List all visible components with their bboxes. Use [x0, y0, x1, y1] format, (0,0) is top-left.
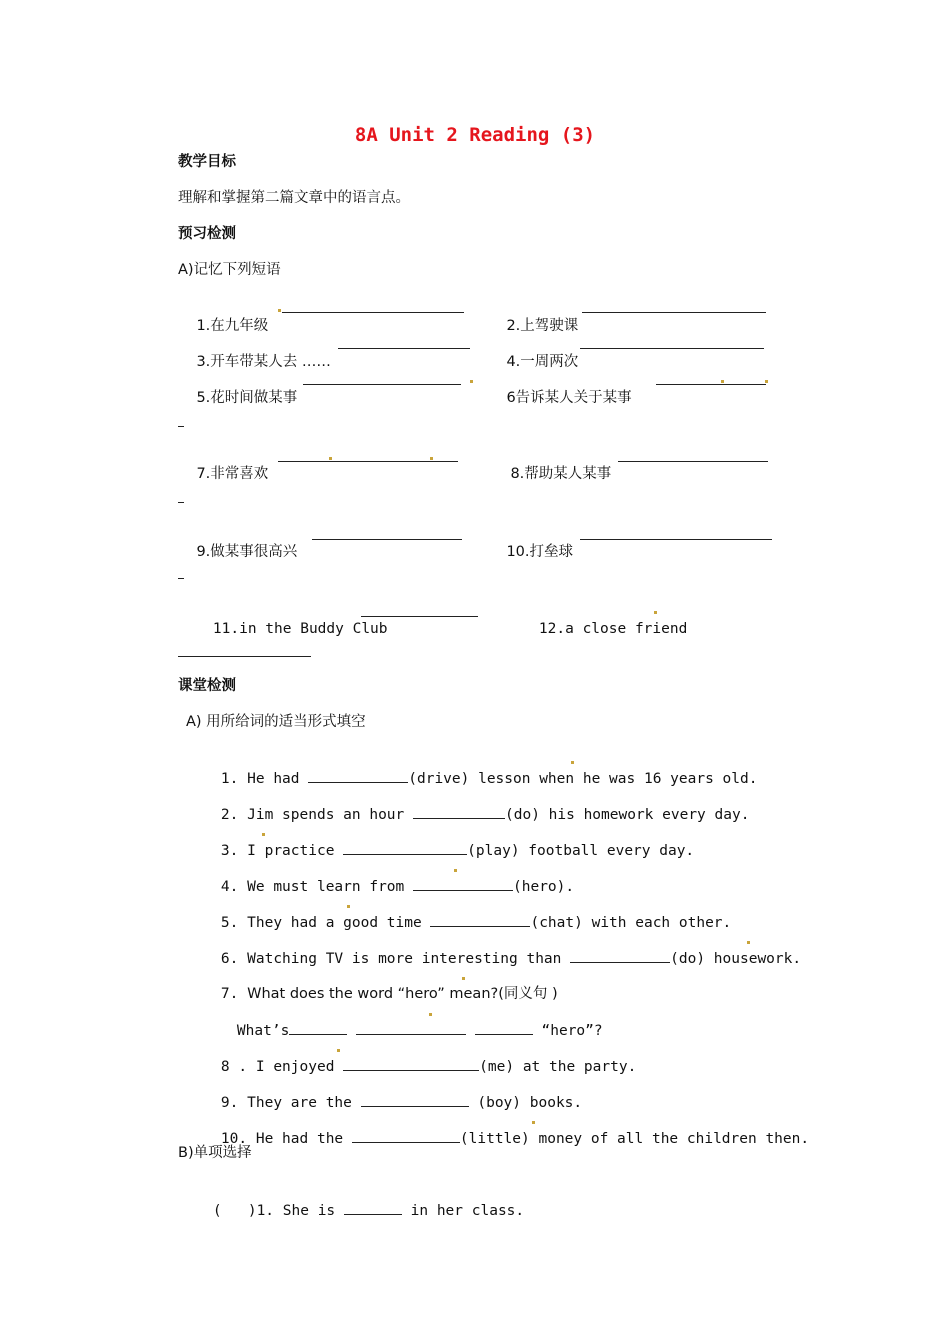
phrase-label: 12.a close friend: [538, 621, 688, 637]
preview-heading: 预习检测: [178, 226, 236, 242]
answer-blank[interactable]: [656, 384, 766, 385]
choice-question-1: [178, 1180, 524, 1241]
question-text: “hero”?: [541, 1023, 603, 1039]
wrap-dash: [178, 578, 184, 579]
answer-blank[interactable]: [475, 1020, 533, 1035]
phrase-label: 8.帮助某人某事: [510, 466, 612, 482]
answer-blank[interactable]: [618, 461, 768, 462]
phrase-item: [178, 368, 297, 428]
decor-dot: [747, 941, 750, 944]
phrase-item: [488, 522, 573, 582]
decor-dot: [721, 380, 724, 383]
answer-blank[interactable]: [308, 768, 408, 783]
question-text: housework.: [713, 951, 802, 967]
word-hint: (hero).: [513, 879, 575, 895]
question-number: 5.: [220, 915, 239, 931]
question-text: He had: [247, 771, 300, 787]
decor-dot: [462, 977, 465, 980]
question-text: his homework every day.: [548, 807, 750, 823]
question-number: 8 .: [220, 1059, 248, 1075]
question-text: at the party.: [522, 1059, 637, 1075]
classwork-section-a: A) 用所给词的适当形式填空: [186, 714, 366, 730]
question-number: 4.: [220, 879, 239, 895]
phrase-label: 5.花时间做某事: [196, 390, 298, 406]
answer-blank[interactable]: [303, 384, 461, 385]
answer-blank[interactable]: [343, 840, 467, 855]
question-number: 2.: [220, 807, 239, 823]
page-title: 8A Unit 2 Reading (3): [354, 124, 596, 146]
classwork-section-b: B)单项选择: [178, 1145, 252, 1161]
classwork-heading: 课堂检测: [178, 678, 236, 694]
question-number: 7.: [220, 986, 239, 1002]
question-text: They are the: [247, 1095, 352, 1111]
word-hint: (do): [505, 807, 540, 823]
phrase-item: [504, 599, 687, 659]
decor-dot: [278, 309, 281, 312]
question-text: They had a good time: [247, 915, 422, 931]
phrase-label: 1.在九年级: [196, 318, 269, 334]
objectives-heading: 教学目标: [178, 154, 236, 170]
word-hint: (boy): [477, 1095, 522, 1111]
question-number: 3.: [220, 843, 239, 859]
answer-blank[interactable]: [278, 461, 458, 462]
question-text: She is: [282, 1203, 336, 1219]
decor-dot: [429, 1013, 432, 1016]
question-text: We must learn from: [247, 879, 405, 895]
answer-blank[interactable]: [413, 804, 505, 819]
phrase-label: 9.做某事很高兴: [196, 544, 298, 560]
phrase-label: 3.开车带某人去 ……: [196, 354, 331, 370]
objectives-text: 理解和掌握第二篇文章中的语言点。: [178, 190, 410, 206]
answer-blank[interactable]: [582, 312, 766, 313]
decor-dot: [470, 380, 473, 383]
wrap-dash: [178, 502, 184, 503]
question-text: I enjoyed: [255, 1059, 335, 1075]
question-text: What does the word “hero” mean?(同义句 ): [247, 986, 558, 1002]
answer-blank[interactable]: [413, 876, 513, 891]
question-text: money of all the children then.: [538, 1131, 810, 1147]
question-number: 9.: [220, 1095, 239, 1111]
answer-blank[interactable]: [289, 1020, 347, 1035]
question-text: Jim spends an hour: [247, 807, 405, 823]
preview-section-a: A)记忆下列短语: [178, 262, 281, 278]
word-hint: (chat): [530, 915, 583, 931]
question-number: 6.: [220, 951, 239, 967]
question-text: He had the: [255, 1131, 344, 1147]
answer-blank[interactable]: [580, 539, 772, 540]
decor-dot: [329, 457, 332, 460]
question-text: books.: [529, 1095, 583, 1111]
word-hint: (little): [459, 1131, 530, 1147]
answer-blank[interactable]: [282, 312, 464, 313]
decor-dot: [532, 1121, 535, 1124]
phrase-label: 6告诉某人关于某事: [506, 390, 632, 406]
phrase-item: [488, 368, 632, 428]
answer-blank[interactable]: [430, 912, 530, 927]
phrase-label: 10.打垒球: [506, 544, 573, 560]
phrase-item: [178, 444, 268, 504]
phrase-item: [178, 599, 388, 659]
phrase-label: 7.非常喜欢: [196, 466, 269, 482]
question-text: What’s: [236, 1023, 290, 1039]
question-number: 10.: [220, 1131, 248, 1147]
answer-blank[interactable]: [178, 656, 311, 657]
phrase-label: 4.一周两次: [506, 354, 579, 370]
word-hint: (me): [479, 1059, 515, 1075]
word-hint: (play): [467, 843, 520, 859]
answer-blank[interactable]: [344, 1200, 402, 1215]
decor-dot: [654, 611, 657, 614]
decor-dot: [262, 833, 265, 836]
phrase-label: 2.上驾驶课: [506, 318, 579, 334]
answer-blank[interactable]: [343, 1056, 479, 1071]
answer-blank[interactable]: [352, 1128, 460, 1143]
answer-blank[interactable]: [570, 948, 670, 963]
answer-blank[interactable]: [361, 1092, 469, 1107]
answer-blank[interactable]: [580, 348, 764, 349]
decor-dot: [571, 761, 574, 764]
decor-dot: [337, 1049, 340, 1052]
question-10: [186, 1108, 809, 1169]
word-hint: (do): [670, 951, 706, 967]
question-text: with each other.: [591, 915, 732, 931]
answer-blank[interactable]: [338, 348, 470, 349]
question-text: I practice: [247, 843, 335, 859]
wrap-dash: [178, 426, 184, 427]
decor-dot: [430, 457, 433, 460]
phrase-item: [492, 444, 611, 504]
word-hint: (drive): [408, 771, 470, 787]
phrase-label: 11.in the Buddy Club: [212, 621, 388, 637]
answer-blank[interactable]: [361, 616, 478, 617]
decor-dot: [347, 905, 350, 908]
decor-dot: [765, 380, 768, 383]
question-text: football every day.: [528, 843, 695, 859]
decor-dot: [454, 869, 457, 872]
answer-blank[interactable]: [312, 539, 462, 540]
question-text: in her class.: [410, 1203, 525, 1219]
question-number: 1.: [256, 1203, 275, 1219]
question-text: Watching TV is more interesting than: [247, 951, 562, 967]
answer-paren[interactable]: ( ): [212, 1203, 257, 1219]
phrase-item: [178, 522, 297, 582]
question-text: lesson when he was 16 years old.: [478, 771, 758, 787]
question-number: 1.: [220, 771, 239, 787]
answer-blank[interactable]: [356, 1020, 466, 1035]
